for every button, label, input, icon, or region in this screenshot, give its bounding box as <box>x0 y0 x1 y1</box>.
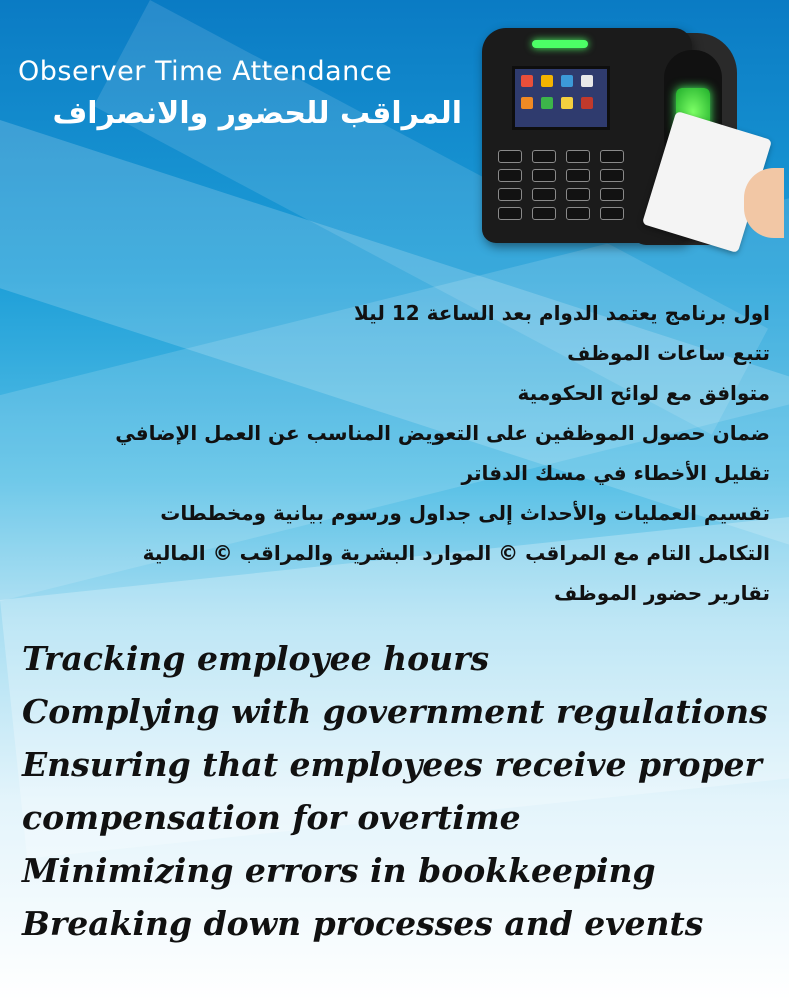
keypad-key <box>532 188 556 201</box>
arabic-feature-item: التكامل التام مع المراقب © الموارد البشرية والمراقب © المالية <box>142 541 770 565</box>
keypad-key <box>600 188 624 201</box>
english-feature-item: Breaking down processes and events <box>22 904 704 943</box>
keypad-key <box>498 169 522 182</box>
english-feature-item: Tracking employee hours <box>22 639 490 678</box>
attendance-terminal-image <box>482 28 750 246</box>
title-english: Observer Time Attendance <box>18 56 393 87</box>
keypad-key <box>566 207 590 220</box>
keypad-key <box>498 150 522 163</box>
arabic-feature-item: تتبع ساعات الموظف <box>567 341 770 365</box>
arabic-feature-item: متوافق مع لوائح الحكومية <box>517 381 770 405</box>
keypad-key <box>600 169 624 182</box>
menu-icon <box>561 75 573 87</box>
keypad-key <box>566 188 590 201</box>
terminal-screen <box>512 66 610 130</box>
arabic-features-list <box>60 293 770 613</box>
arabic-feature-item: ضمان حصول الموظفين على التعويض المناسب عن العمل الإضافي <box>115 421 770 445</box>
keypad-key <box>566 169 590 182</box>
keypad-key <box>600 150 624 163</box>
menu-icon <box>581 75 593 87</box>
menu-icon <box>541 75 553 87</box>
menu-icon <box>541 97 553 109</box>
keypad-key <box>532 150 556 163</box>
arabic-feature-item: اول برنامج يعتمد الدوام بعد الساعة 12 ليلا <box>353 301 770 325</box>
keypad-key <box>532 207 556 220</box>
arabic-feature-item: تقسيم العمليات والأحداث إلى جداول ورسوم بيانية ومخططات <box>160 501 770 525</box>
english-feature-item: Ensuring that employees receive proper <box>22 745 762 784</box>
title-arabic: المراقب للحضور والانصراف <box>52 96 462 131</box>
menu-icon <box>521 97 533 109</box>
keypad <box>498 150 628 230</box>
arabic-feature-item: تقارير حضور الموظف <box>554 581 770 605</box>
english-feature-item: compensation for overtime <box>22 798 521 837</box>
keypad-key <box>566 150 590 163</box>
english-features-list <box>22 632 768 950</box>
menu-icon <box>581 97 593 109</box>
menu-icon <box>521 75 533 87</box>
keypad-key <box>498 188 522 201</box>
english-feature-item: Minimizing errors in bookkeeping <box>22 851 656 890</box>
keypad-key <box>600 207 624 220</box>
menu-icon <box>561 97 573 109</box>
status-led <box>532 40 588 48</box>
keypad-key <box>498 207 522 220</box>
arabic-feature-item: تقليل الأخطاء في مسك الدفاتر <box>461 461 770 485</box>
keypad-key <box>532 169 556 182</box>
english-feature-item: Complying with government regulations <box>22 692 768 731</box>
